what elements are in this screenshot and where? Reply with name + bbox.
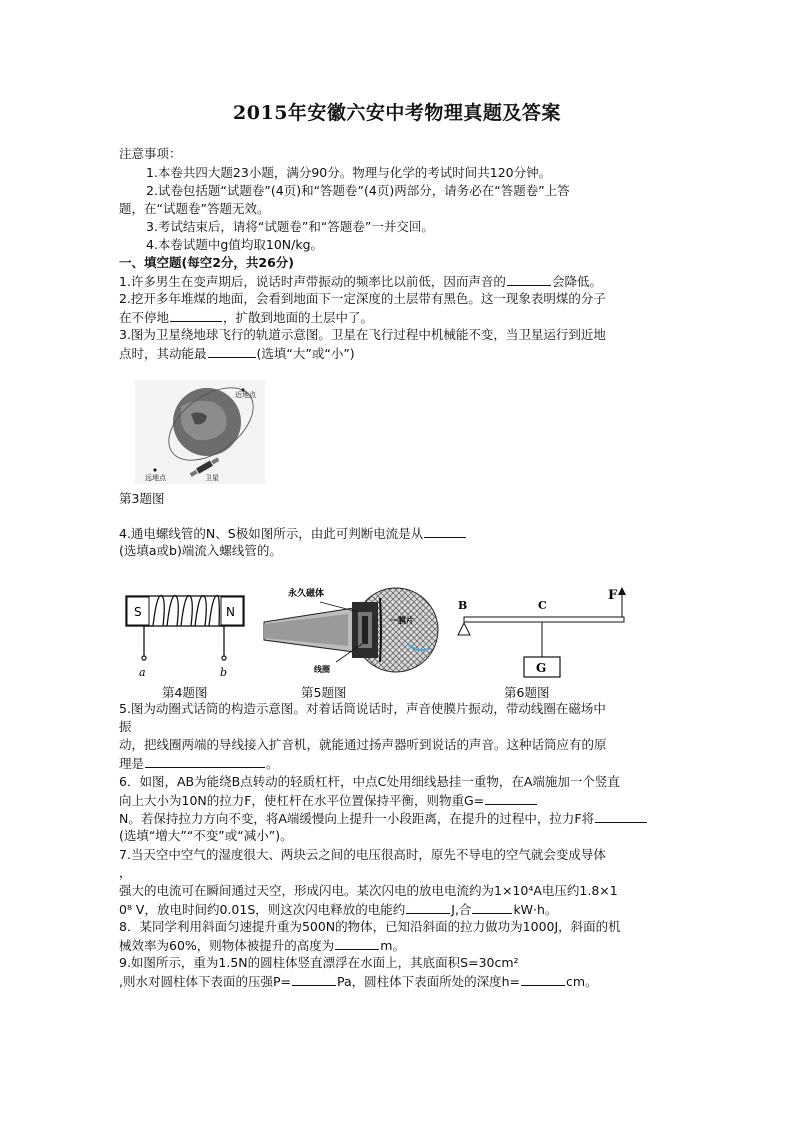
q8-blank[interactable]: [335, 937, 379, 950]
note-item-1: 1.本卷共四大题23小题，满分90分。物理与化学的考试时间共120分钟。: [146, 165, 552, 180]
q5-line-2: 振: [119, 719, 132, 734]
perigee-label: 近地点: [235, 391, 256, 399]
q3-text: 点时，其动能最: [119, 346, 207, 361]
q5-line-1: 5.图为动圈式话筒的构造示意图。对着话筒说话时，声音使膜片振动，带动线圈在磁场中: [119, 701, 606, 716]
question-5-line-4: [119, 755, 279, 772]
q3-blank[interactable]: [208, 345, 256, 358]
q9-text: ,则水对圆柱体下表面的压强P=: [119, 974, 291, 989]
apogee-label: 远地点: [145, 474, 166, 482]
question-4-line-1: [119, 525, 467, 542]
figure-3-caption: 第3题图: [119, 491, 165, 506]
q7-text: 0⁸ V，放电时间约0.01S，则这次闪电释放的电能约: [119, 902, 406, 917]
q9-blank-depth[interactable]: [521, 973, 565, 986]
q6-text: 向上大小为10N的拉力F，使杠杆在水平位置保持平衡，则物重G=: [119, 793, 485, 808]
note-item-4: 4.本卷试题中g值均取10N/kg。: [146, 237, 324, 252]
q1-blank[interactable]: [507, 273, 551, 286]
q4-text: 4.通电螺线管的N、S极如图所示，由此可判断电流是从: [119, 526, 424, 541]
membrane-label: 膜片: [398, 616, 414, 625]
q2-text: 在不停地: [119, 310, 170, 325]
page-title: 2015年安徽六安中考物理真题及答案: [233, 102, 561, 124]
q4-line-2: (选填a或b)端流入螺线管的。: [119, 543, 282, 558]
q7-text-end: kW·h。: [513, 902, 558, 917]
q3-text-end: (选填“大”或“小”): [256, 346, 355, 361]
magnet-label: 永久磁体: [288, 589, 325, 599]
q6-blank-force[interactable]: [595, 810, 647, 823]
question-2-line-2: [119, 309, 373, 326]
question-3-line-2: [119, 345, 355, 362]
q5-text: 理是: [119, 756, 145, 771]
q3-line-1: 3.图为卫星绕地球飞行的轨道示意图。卫星在飞行过程中机械能不变，当卫星运行到近地: [119, 327, 606, 342]
satellite-orbit-figure: [135, 380, 265, 484]
question-8-line-2: [119, 937, 405, 954]
section-heading: 一、填空题(每空2分，共26分): [119, 255, 295, 270]
s-pole-label: S: [134, 605, 142, 619]
q1-text-end: 会降低。: [551, 274, 602, 289]
q7-blank-kwh[interactable]: [472, 901, 512, 914]
q8-text-end: m。: [380, 938, 405, 953]
note-item-3: 3.考试结束后，请将“试题卷”和“答题卷”一并交回。: [146, 219, 434, 234]
satellite-label: 卫星: [205, 474, 219, 482]
q2-line-1: 2.挖开多年堆煤的地面，会看到地面下一定深度的土层带有黑色。这一现象表明煤的分子: [119, 291, 606, 306]
q9-text-mid: Pa，圆柱体下表面所处的深度h=: [337, 974, 521, 989]
q9-blank-pressure[interactable]: [292, 973, 336, 986]
figure-4-caption: 第4题图: [162, 685, 208, 700]
q6-line-4: (选填“增大”“不变”或“减小”)。: [119, 828, 293, 843]
lever-figure: [450, 585, 630, 681]
question-9-line-2: [119, 973, 598, 990]
point-b-label: B: [458, 599, 468, 612]
weight-g-label: G: [536, 661, 547, 675]
note-item-2-cont: 题，在“试题卷”答题无效。: [119, 201, 270, 216]
q9-line-1: 9.如图所示，重为1.5N的圆柱体竖直漂浮在水面上，其底面积S=30cm²: [119, 955, 519, 970]
q9-text-end: cm。: [566, 974, 598, 989]
solenoid-figure: [120, 590, 250, 682]
q8-text: 械效率为60%，则物体被提升的高度为: [119, 938, 335, 953]
question-6-line-2: [119, 792, 538, 809]
q5-line-3: 动，把线圈两端的导线接入扩音机，就能通过扬声器听到说话的声音。这种话筒应有的原: [119, 737, 607, 752]
question-7-line-4: [119, 901, 557, 918]
terminal-a-label: a: [139, 666, 146, 679]
q4-blank[interactable]: [424, 525, 466, 538]
q6-text-2: N。若保持拉力方向不变，将A端缓慢向上提升一小段距离，在提升的过程中，拉力F将: [119, 811, 595, 826]
q8-line-1: 8．某同学利用斜面匀速提升重为500N的物体，已知沿斜面的拉力做功为1000J，斜面的机: [119, 919, 621, 934]
q7-blank-joule[interactable]: [406, 901, 450, 914]
figure-6-caption: 第6题图: [504, 685, 550, 700]
note-item-2: 2.试卷包括题“试题卷”(4页)和“答题卷”(4页)两部分，请务必在“答题卷”上答: [146, 183, 570, 198]
n-pole-label: N: [226, 605, 235, 619]
q2-blank[interactable]: [170, 309, 222, 322]
q6-line-1: 6．如图，AB为能绕B点转动的轻质杠杆，中点C处用细线悬挂一重物，在A端施加一个竖直: [119, 774, 620, 789]
notes-heading: 注意事项：: [119, 146, 182, 161]
question-1: [119, 273, 602, 290]
point-c-label: C: [538, 599, 547, 612]
q6-blank-weight[interactable]: [485, 792, 537, 805]
coil-label: 线圈: [314, 665, 330, 674]
microphone-figure: [258, 584, 442, 682]
force-f-label: F: [608, 588, 618, 603]
q5-blank[interactable]: [145, 755, 265, 768]
q7-line-2: ，: [119, 865, 132, 880]
q7-line-1: 7.当天空中空气的湿度很大、两块云之间的电压很高时，原先不导电的空气就会变成导体: [119, 847, 606, 862]
question-6-line-3: [119, 810, 648, 827]
q1-text: 1.许多男生在变声期后，说话时声带振动的频率比以前低，因而声音的: [119, 274, 506, 289]
terminal-b-label: b: [220, 666, 228, 679]
figure-5-caption: 第5题图: [301, 685, 347, 700]
q7-line-3: 强大的电流可在瞬间通过天空，形成闪电。某次闪电的放电电流约为1×10⁴A电压约1.8×1: [119, 883, 618, 898]
q7-text-mid: J,合: [451, 902, 472, 917]
q2-text-end: ，扩散到地面的土层中了。: [223, 310, 374, 325]
q5-text-end: 。: [266, 756, 279, 771]
